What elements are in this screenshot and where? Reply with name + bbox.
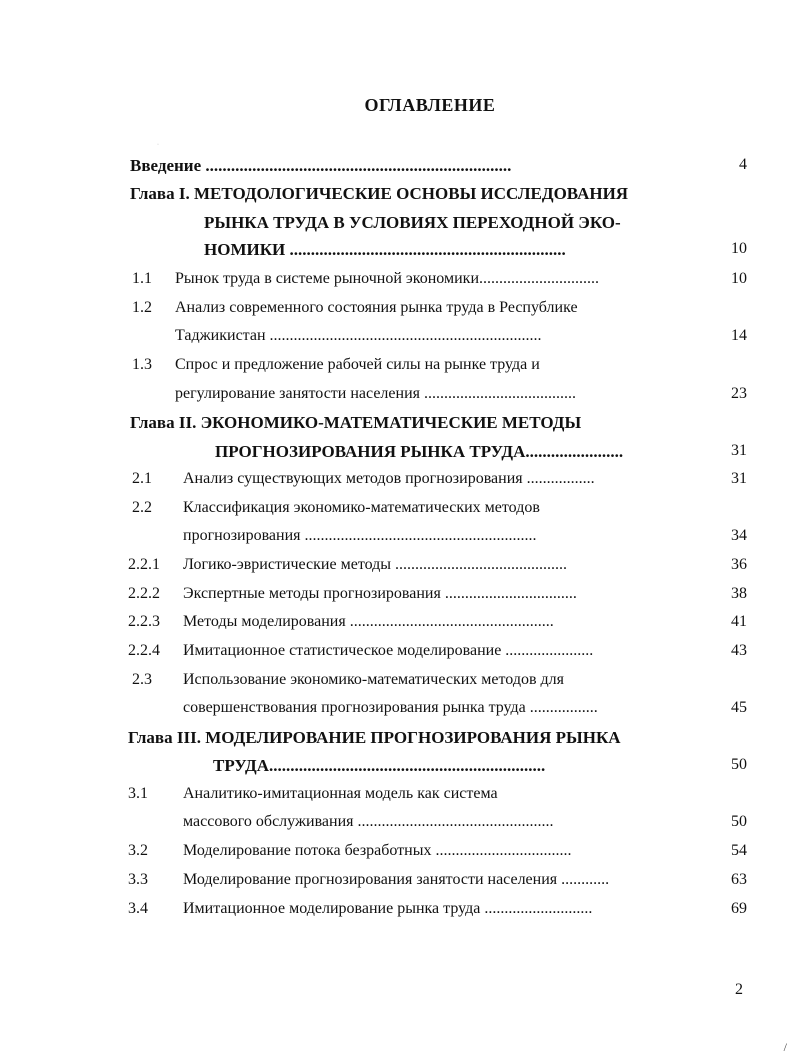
toc-entry-page: 10	[731, 270, 747, 287]
toc-entry-number: 1.3	[132, 356, 152, 373]
toc-entry-number: 2.2.2	[128, 585, 160, 602]
stray-mark: ·	[157, 142, 159, 148]
toc-entry-number: 2.2.3	[128, 613, 160, 630]
toc-entry-text: РЫНКА ТРУДА В УСЛОВИЯХ ПЕРЕХОДНОЙ ЭКО-	[204, 213, 621, 232]
toc-entry-page: 36	[731, 556, 747, 573]
toc-entry-text: Рынок труда в системе рыночной экономики..............................	[175, 270, 600, 287]
toc-entry-page: 14	[731, 327, 747, 344]
toc-entry-text: Моделирование потока безработных ..................................	[183, 842, 572, 859]
toc-entry-text: Имитационное моделирование рынка труда ...........................	[183, 900, 593, 917]
toc-entry-text: Логико-эвристические методы ...........................................	[183, 556, 568, 573]
toc-entry-text: Моделирование прогнозирования занятости населения ............	[183, 871, 610, 888]
toc-entry-page: 50	[731, 813, 747, 830]
toc-entry-page: 45	[731, 699, 747, 716]
toc-entry-text: Классификация экономико-математических методов	[183, 499, 540, 516]
toc-entry-number: 2.2.4	[128, 642, 160, 659]
toc-entry-page: 41	[731, 613, 747, 630]
toc-entry-text: Методы моделирования ...................................................	[183, 613, 554, 630]
toc-entry-text: Введение ........................................................................	[130, 156, 512, 175]
toc-entry-number: 2.2	[132, 499, 152, 516]
toc-entry-page: 31	[731, 470, 747, 487]
toc-entry-text: Глава III. МОДЕЛИРОВАНИЕ ПРОГНОЗИРОВАНИЯ РЫНКА	[128, 728, 621, 747]
toc-entry-page: 10	[731, 240, 747, 257]
corner-mark: /	[783, 1040, 787, 1054]
toc-entry-text: НОМИКИ .................................................................	[204, 240, 566, 259]
toc-entry-number: 2.3	[132, 671, 152, 688]
toc-entry-page: 23	[731, 385, 747, 402]
toc-entry-text: Спрос и предложение рабочей силы на рынке труда и	[175, 356, 540, 373]
toc-entry-text: Анализ современного состояния рынка труда в Республике	[175, 299, 578, 316]
toc-entry-page: 50	[731, 756, 747, 773]
toc-entry-number: 2.1	[132, 470, 152, 487]
toc-entry-text: Глава I. МЕТОДОЛОГИЧЕСКИЕ ОСНОВЫ ИССЛЕДОВАНИЯ	[130, 184, 629, 203]
toc-entry-number: 3.1	[128, 785, 148, 802]
toc-entry-page: 31	[731, 442, 747, 459]
toc-entry-text: регулирование занятости населения ......................................	[175, 385, 576, 402]
toc-entry-text: ПРОГНОЗИРОВАНИЯ РЫНКА ТРУДА.......................	[215, 442, 624, 461]
toc-entry-number: 1.2	[132, 299, 152, 316]
toc-entry-page: 4	[739, 156, 747, 173]
toc-entry-text: Имитационное статистическое моделирование ......................	[183, 642, 594, 659]
page-number: 2	[735, 981, 743, 998]
toc-entry-page: 69	[731, 900, 747, 917]
toc-entry-text: Аналитико-имитационная модель как система	[183, 785, 498, 802]
toc-entry-text: Глава II. ЭКОНОМИКО-МАТЕМАТИЧЕСКИЕ МЕТОДЫ	[130, 413, 582, 432]
toc-entry-page: 54	[731, 842, 747, 859]
toc-entry-text: Экспертные методы прогнозирования .................................	[183, 585, 577, 602]
toc-entry-number: 2.2.1	[128, 556, 160, 573]
toc-entry-text: ТРУДА.................................................................	[213, 756, 546, 775]
toc-entry-text: прогнозирования ..........................................................	[183, 527, 537, 544]
toc-entry-page: 43	[731, 642, 747, 659]
toc-entry-page: 34	[731, 527, 747, 544]
toc-entry-text: Анализ существующих методов прогнозирования .................	[183, 470, 595, 487]
toc-entry-number: 3.3	[128, 871, 148, 888]
toc-entry-page: 38	[731, 585, 747, 602]
page-title: ОГЛАВЛЕНИЕ	[364, 95, 496, 115]
toc-entry-number: 1.1	[132, 270, 152, 287]
toc-entry-page: 63	[731, 871, 747, 888]
toc-entry-number: 3.4	[128, 900, 148, 917]
toc-entry-text: массового обслуживания .................................................	[183, 813, 554, 830]
toc-entry-text: совершенствования прогнозирования рынка труда .................	[183, 699, 598, 716]
toc-entry-number: 3.2	[128, 842, 148, 859]
toc-entry-text: Использование экономико-математических методов для	[183, 671, 565, 688]
toc-entry-text: Таджикистан ....................................................................	[175, 327, 542, 344]
